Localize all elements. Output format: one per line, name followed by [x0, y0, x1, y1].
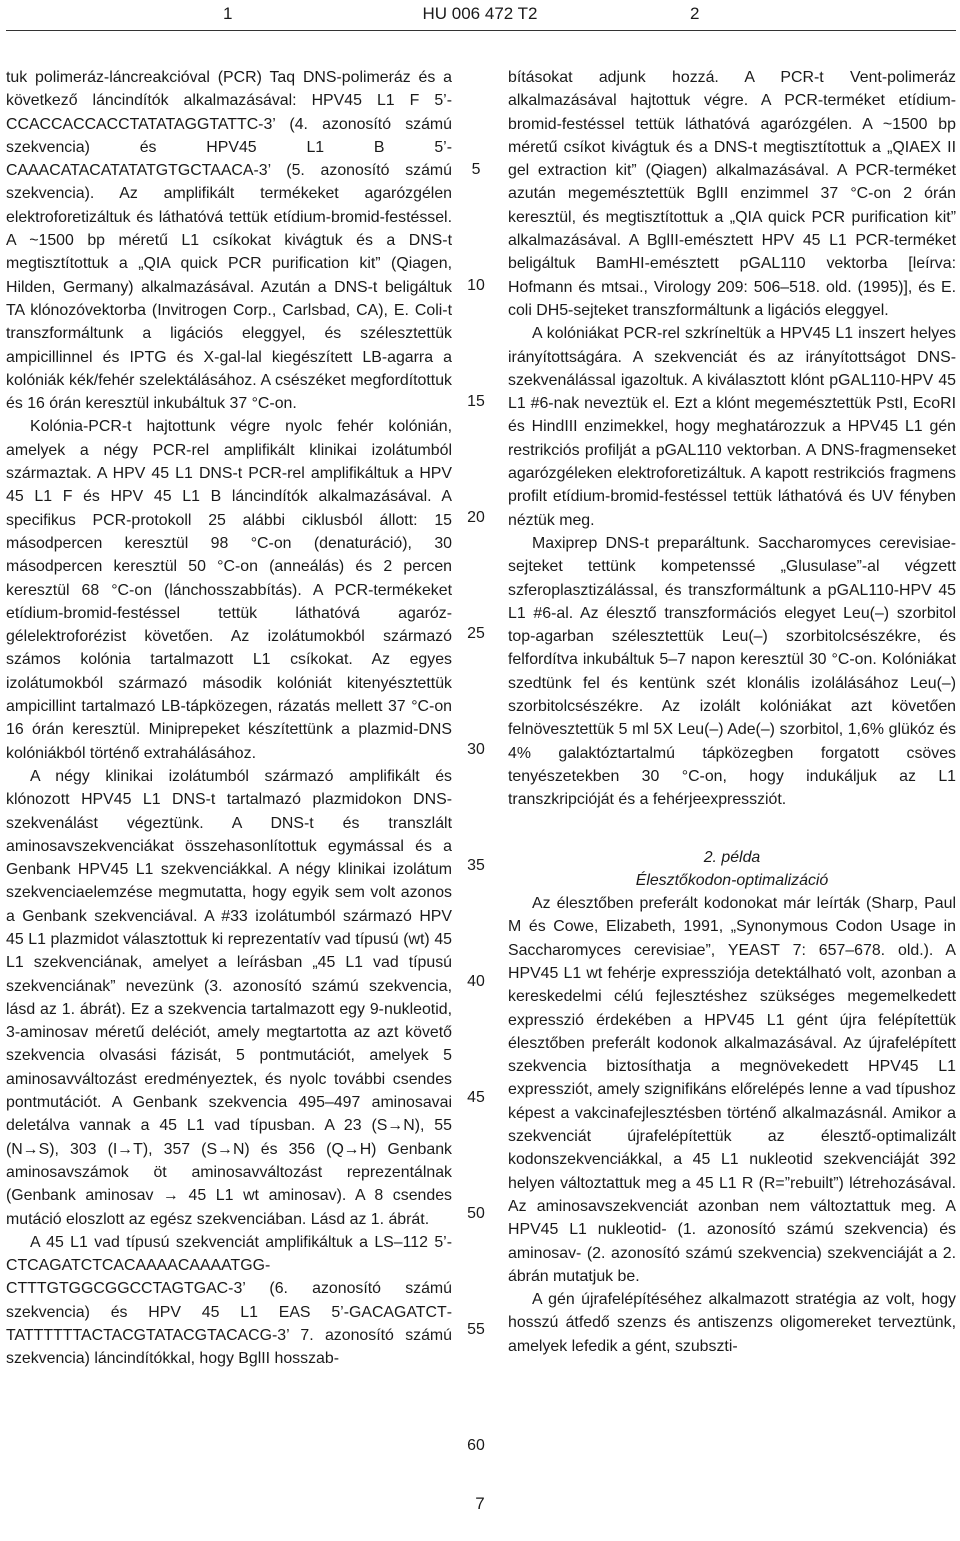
paragraph: A gén újrafelépítéséhez alkalmazott stratégia az volt, hogy hosszú átfedő szenzs és antiszenzs oligomereket terveztünk, amelyek lefedik a gént, szubszti-	[508, 1291, 956, 1355]
section-spacer	[508, 812, 956, 846]
line-number: 20	[467, 509, 485, 526]
example-label: 2. példa	[703, 848, 761, 866]
paragraph: A négy klinikai izolátumból származó amplifikált és klónozott HPV45 L1 DNS-t tartalmazó plazmidokon DNS-szekvenálást végeztünk. A DNS-t és transzlált aminosavszekvenciákat összehasonlítottuk egymással és a Genbank HPV45 L1 szekvenciákkal. A négy klinikai izolátum szekvenciaelemzése megmutatta, hogy egyik sem volt azonos a Genbank szekvenciával. A #33 izolátumból származó HPV 45 L1 plazmidot választottuk ki reprezentatív vad típusú (wt) 45 L1 szekvenciának, amelyet a leírásban „45 L1 vad típusú szekvenciának” nevezünk (3. azonosító számú szekvencia, lásd az 1. ábrát). Ez a szekvencia tartalmazott egy 9-nukleotid, 3-aminosav méretű deléciót, amely megtartotta az azt követő szekvencia olvasási fázisát, 5 pontmutációt, amelyek 5 aminosavváltozást eredményeztek, és nyolc további csendes pontmutációt. A Genbank szekvencia 495–497 aminosavai deletálva vannak a 45 L1 vad típusban. A 23 (S→N), 55 (N→S), 303 (I→T), 357 (S→N) és 356 (Q→H) Genbank aminosavszámok öt aminosavváltozást reprezentálnak (Genbank aminosav → 45 L1 wt aminosav). A 8 csendes mutáció eloszlott az egész szekvenciában. Lásd az 1. ábrát.	[6, 767, 452, 1228]
line-number: 25	[467, 625, 485, 642]
paragraph: Kolónia-PCR-t hajtottunk végre nyolc fehér kolónián, amelyek a négy PCR-rel amplifikált klinikai izolátumból származtak. A HPV 45 L1 DNS-t PCR-rel amplifikáltuk a HPV 45 L1 F és HPV 45 L1 B láncindítók alkalmazásával. A specifikus PCR-protokoll 25 alábbi ciklusból állott: 15 másodpercen keresztül 98 °C-on (denaturáció), 30 másodpercen keresztül 50 °C-on (anneálás) és 2 percen keresztül 68 °C-on (lánchosszabbítás). A PCR-termékeket etídium-bromid-festéssel tettük láthatóvá agaróz-gélelektroforézist követően. Az izolátumokból származó számos kolónia tartalmazott L1 csíkokat. Az egyes izolátumokból származó második kolóniát kitenyésztettük ampicillint tartalmazó LB-tápközegen, rázatás mellett 37 °C-on 16 órán keresztül. Miniprepeket készítettünk a plazmid-DNS kolóniákból történő extrahálásához.	[6, 418, 452, 762]
document-id: HU 006 472 T2	[422, 4, 538, 23]
line-number: 5	[471, 161, 481, 178]
line-number: 55	[467, 1321, 485, 1338]
page-footer-number: 7	[475, 1494, 485, 1513]
line-number: 40	[467, 973, 485, 990]
left-column	[6, 66, 452, 1371]
page-number-left: 1	[223, 4, 233, 23]
paragraph: bításokat adjunk hozzá. A PCR-t Vent-polimeráz alkalmazásával hajtottuk végre. A PCR-terméket etídium-bromid-festéssel tettük láthatóvá agarózgélen. A ~1500 bp méretű csíkot kivágtuk és a DNS-t megtisztítottuk a „QIAEX II gel extraction kit” (Qiagen) alkalmazásával. A PCR-terméket azután megemésztettük BglII enzimmel 37 °C-on 2 órán keresztül, és megtisztítottuk a „QIA quick PCR purification kit” alkalmazásával. A BglII-emésztett HPV 45 L1 PCR-terméket beligáltuk BamHI-emésztett pGAL110 vektorba [leírva: Hofmann és mtsai., Virology 209: 506–518. old. (1995)], és E. coli DH5-sejteket transzformáltunk a ligációs eleggyel.	[508, 69, 956, 319]
paragraph: A 45 L1 vad típusú szekvenciát amplifikáltuk a LS–112 5’-CTCAGATCTCACAAAACAAAATGGCTTTGTGGCGGCCTAGTGAC-3’ (6. azonosító számú szekvencia) és HPV 45 L1 EAS 5’-GACAGATCTTATTTTTTACTACGTATACGTACACG-3’ 7. azonosító számú szekvencia) láncindítókkal, hogy BglII hosszab-	[6, 1233, 452, 1368]
line-number: 10	[467, 277, 485, 294]
line-number: 50	[467, 1205, 485, 1222]
page-header	[0, 0, 960, 40]
example-title: Élesztőkodon-optimalizáció	[635, 871, 829, 889]
header-rule	[6, 30, 956, 31]
line-number: 45	[467, 1089, 485, 1106]
line-number: 35	[467, 857, 485, 874]
line-number: 60	[467, 1437, 485, 1454]
line-number: 15	[467, 393, 485, 410]
page-number-right: 2	[690, 4, 700, 23]
paragraph: Az élesztőben preferált kodonokat már leírták (Sharp, Paul M és Cowe, Elizabeth, 1991, „Synonymous Codon Usage in Saccharomyces cerevisiae”, YEAST 7: 657–678. old.). A HPV45 L1 wt fehérje expressziója detektálható volt, azonban a kereskedelmi célú fejlesztéshez szükséges megemelkedett expresszió érdekében a HPV45 L1 gént újra felépítettük élesztőben preferált kodonok alkalmazásával. Az újrafelépített szekvencia biztosíthatja a megnövekedett HPV45 L1 expressziót, amely szignifikáns előrelépés lenne a vad típushoz képest a vakcinafejlesztésben történő alkalmazásnál. Amikor a szekvenciát újrafelépítettük az élesztő-optimalizált kodonszekvenciákkal, a 45 L1 nukleotid szekvenciáját 392 helyen változtattuk meg a 45 L1 R (R=”rebuilt”) létrehozásával. Az aminosavszekvenciát azonban nem változtattuk meg. A HPV45 L1 nukleotid- (1. azonosító számú szekvencia) és aminosav- (2. azonosító számú szekvencia) szekvenciáját a 2. ábrán mutatjuk be.	[508, 895, 956, 1285]
paragraph: A kolóniákat PCR-rel szkríneltük a HPV45 L1 inszert helyes irányítottságára. A szekvenciát és az irányítottságot DNS-szekvenálással igazoltuk. A kiválasztott klónt pGAL110-HPV 45 L1 #6-nak neveztük el. Ezt a klónt megemésztettük PstI, EcoRI és HindIII enzimekkel, hogy meghatározzuk a HPV45 L1 gén restrikciós profilját a pGAL110 vektorban. A DNS-fragmenseket agarózgéleken elektroforetizáltuk. A kapott restrikciós fragmens profilt etídium-bromid-festéssel tettük láthatóvá és UV fényben néztük meg.	[508, 325, 956, 529]
line-number: 30	[467, 741, 485, 758]
paragraph: Maxiprep DNS-t preparáltunk. Saccharomyces cerevisiae-sejteket tettünk kompetenssé „Glusulase”-al végzett szferoplasztizálással, és transzformáltunk a pGAL110-HPV 45 L1 #6-al. Az élesztő transzformációs elegyet Leu(–) szorbitol top-agarban szélesztettük Leu(–) szorbitolcsészékre, és felfordítva inkubáltuk 5–7 napon keresztül 30 °C-on. Kolóniákat szedtünk fel és kentünk szét klonális izolálásához Leu(–) szorbitolcsészékre. Az izolált kolóniákat azt követően felnövesztettük 5 ml 5X Leu(–) Ade(–) szorbitol, 1,6% glükóz és 4% galaktóztartalmú tápközegben forgatott csöves tenyészetekben 30 °C-on, hogy indukáljuk az L1 transzkripcióját és a fehérjeexpressziót.	[508, 534, 956, 809]
paragraph: tuk polimeráz-láncreakcióval (PCR) Taq DNS-polimeráz és a következő láncindítók alkalmazásával: HPV45 L1 F 5’-CCACCACCACCTATATAGGTATTC-3’ (4. azonosító számú szekvencia) és HPV45 L1 B 5’-CAAACATACATATATGTGCTAACA-3’ (5. azonosító számú szekvencia). Az amplifikált termékeket agarózgélen elektroforetizáltuk és láthatóvá tettük etídium-bromid-festéssel. A ~1500 bp méretű L1 csíkokat kivágtuk és a DNS-t megtisztítottuk a „QIA quick PCR purification kit” (Qiagen, Hilden, Germany) alkalmazásával. Azután a DNS-t beligáltuk TA klónozóvektorba (Invitrogen Corp., Carlsbad, CA), E. Coli-t transzformáltunk a ligációs eleggyel, és szélesztettük ampicillinnel és IPTG és X-gal-lal kiegészített LB-agarra a kolóniák kék/fehér szelektálásához. A csészéket megfordítottuk és 16 órán keresztül inkubáltuk 37 °C-on.	[6, 69, 452, 413]
right-column	[508, 66, 956, 1358]
